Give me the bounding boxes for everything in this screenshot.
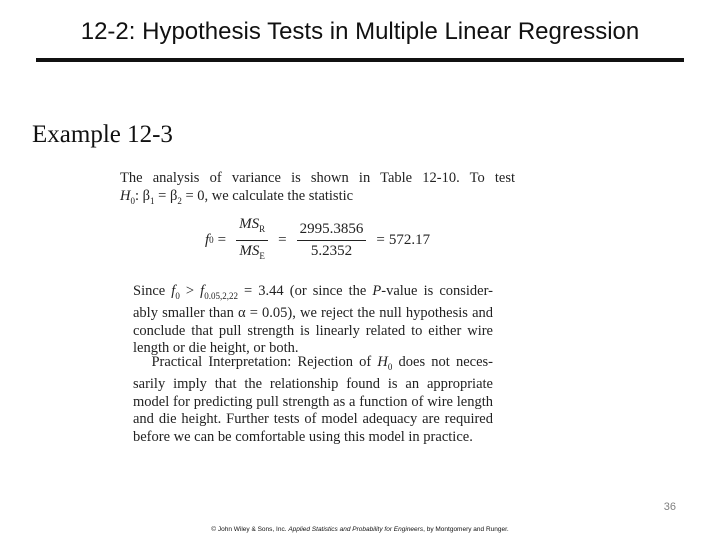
interpretation-line-3: model for predicting pull strength as a function of wire length [133, 393, 493, 410]
conclusion-line-1: Since $f_0 > f_{0.05,2,22} = 3.44$ (or since the P-value is consider- [133, 283, 493, 301]
f-statistic-value: 572.17 [388, 231, 431, 248]
conclusion-paragraph [133, 283, 493, 358]
conclusion-line-4: length or die height, or both. [133, 340, 299, 357]
f-statistic-formula: f 0 = $\frac{MS_R}{MS_E}$ = $\frac{2995.3856}{5.2352}$ = 572.17 [205, 218, 430, 262]
ms-ratio-fraction: $\frac{MS_R}{MS_E}$ [236, 216, 268, 265]
numeric-fraction: $\frac{2995.3856}{5.2352}$ [297, 221, 367, 260]
conclusion-line-2: ably smaller than α = 0.05), we reject the null hypothesis and [133, 305, 493, 322]
page-number: 36 [663, 501, 676, 513]
slide-title: 12-2: Hypothesis Tests in Multiple Linear Regression [80, 18, 640, 45]
interpretation-paragraph [133, 354, 493, 446]
intro-paragraph [120, 170, 515, 210]
example-heading: Example 12-3 [32, 121, 173, 148]
book-title: Applied Statistics and Probability for Engineers [288, 526, 424, 533]
interpretation-line-5: before we can be comfortable using this model in practice. [133, 428, 473, 445]
intro-line-2: $H_0$: $\beta_1 = \beta_2 = 0$, we calculate the statistic [120, 187, 354, 206]
intro-line-1: The analysis of variance is shown in Table 12-10. To test [120, 170, 515, 186]
copyright-footer: © John Wiley & Sons, Inc. Applied Statistics and Probability for Engineers, by Montgomery and Runger. [211, 526, 509, 533]
interpretation-line-4: and die height. Further tests of model adequacy are required [133, 411, 493, 428]
interpretation-line-2: sarily imply that the relationship found is an appropriate [133, 376, 493, 393]
h0-symbol: H [120, 187, 131, 204]
interpretation-line-1: Practical Interpretation: Rejection of $H_0$ does not neces- [151, 354, 493, 372]
conclusion-line-3: conclude that pull strength is linearly related to either wire [133, 322, 493, 339]
title-underline [36, 58, 684, 62]
